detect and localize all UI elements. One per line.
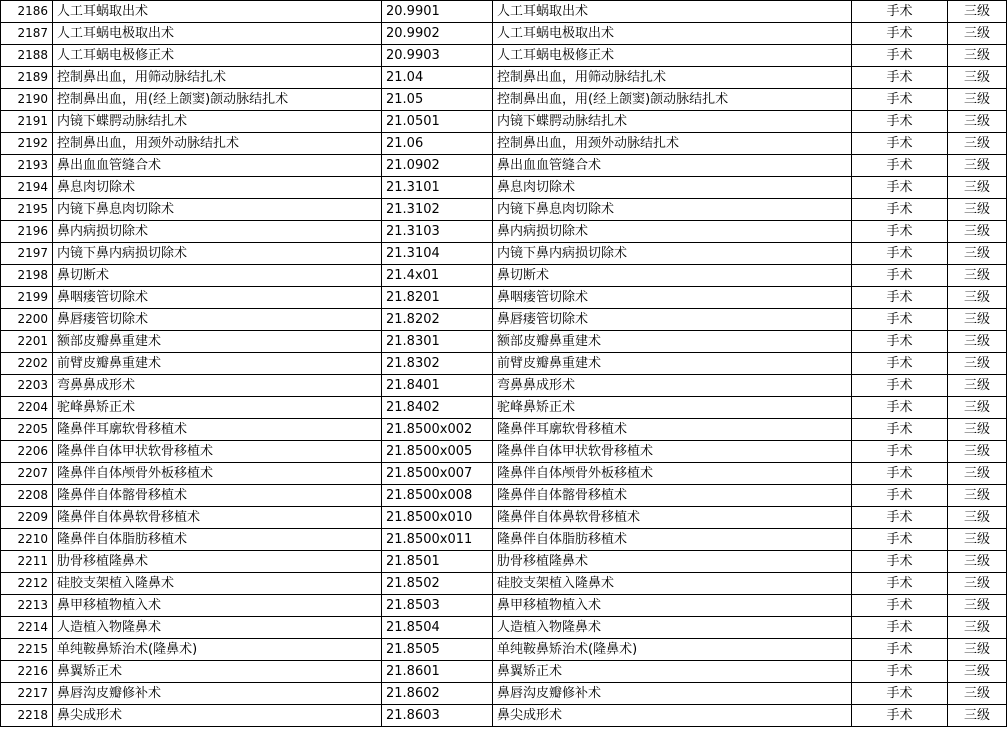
grade-cell: 三级: [948, 529, 1007, 551]
standard-name-cell: 鼻出血血管缝合术: [493, 155, 852, 177]
table-row: [1, 463, 1007, 485]
procedure-name-cell: 鼻甲移植物植入术: [53, 595, 382, 617]
procedure-name-cell: 弯鼻鼻成形术: [53, 375, 382, 397]
table-row: [1, 331, 1007, 353]
table-row: [1, 23, 1007, 45]
row-number-cell: 2194: [1, 177, 53, 199]
procedure-code-cell: 20.9901: [382, 1, 493, 23]
grade-cell: 三级: [948, 265, 1007, 287]
category-cell: 手术: [852, 463, 948, 485]
procedure-name-cell: 额部皮瓣鼻重建术: [53, 331, 382, 353]
grade-cell: 三级: [948, 595, 1007, 617]
row-number-cell: 2213: [1, 595, 53, 617]
grade-cell: 三级: [948, 375, 1007, 397]
procedure-code-cell: 21.8500x008: [382, 485, 493, 507]
grade-cell: 三级: [948, 331, 1007, 353]
row-number-cell: 2191: [1, 111, 53, 133]
category-cell: 手术: [852, 573, 948, 595]
table-row: [1, 705, 1007, 727]
category-cell: 手术: [852, 111, 948, 133]
procedure-name-cell: 隆鼻伴自体髂骨移植术: [53, 485, 382, 507]
row-number-cell: 2206: [1, 441, 53, 463]
standard-name-cell: 控制鼻出血，用(经上颌窦)颌动脉结扎术: [493, 89, 852, 111]
procedure-code-cell: 21.0902: [382, 155, 493, 177]
procedure-code-cell: 21.8302: [382, 353, 493, 375]
category-cell: 手术: [852, 221, 948, 243]
procedure-name-cell: 鼻翼矫正术: [53, 661, 382, 683]
row-number-cell: 2218: [1, 705, 53, 727]
grade-cell: 三级: [948, 463, 1007, 485]
procedure-code-cell: 21.8601: [382, 661, 493, 683]
procedure-name-cell: 控制鼻出血，用颈外动脉结扎术: [53, 133, 382, 155]
procedure-name-cell: 鼻切断术: [53, 265, 382, 287]
table-row: [1, 353, 1007, 375]
procedure-code-cell: 21.8603: [382, 705, 493, 727]
table-row: [1, 177, 1007, 199]
row-number-cell: 2202: [1, 353, 53, 375]
row-number-cell: 2209: [1, 507, 53, 529]
procedure-code-cell: 21.8500x010: [382, 507, 493, 529]
procedure-name-cell: 鼻内病损切除术: [53, 221, 382, 243]
standard-name-cell: 内镜下蝶腭动脉结扎术: [493, 111, 852, 133]
procedure-code-cell: 21.8402: [382, 397, 493, 419]
row-number-cell: 2190: [1, 89, 53, 111]
table-row: [1, 419, 1007, 441]
procedure-code-cell: 21.8505: [382, 639, 493, 661]
standard-name-cell: 鼻尖成形术: [493, 705, 852, 727]
category-cell: 手术: [852, 287, 948, 309]
category-cell: 手术: [852, 1, 948, 23]
procedure-code-cell: 21.8602: [382, 683, 493, 705]
procedure-code-cell: 21.8202: [382, 309, 493, 331]
table-row: [1, 45, 1007, 67]
category-cell: 手术: [852, 529, 948, 551]
row-number-cell: 2201: [1, 331, 53, 353]
grade-cell: 三级: [948, 485, 1007, 507]
category-cell: 手术: [852, 67, 948, 89]
standard-name-cell: 鼻息肉切除术: [493, 177, 852, 199]
grade-cell: 三级: [948, 243, 1007, 265]
grade-cell: 三级: [948, 89, 1007, 111]
table-row: [1, 221, 1007, 243]
standard-name-cell: 鼻切断术: [493, 265, 852, 287]
procedure-name-cell: 隆鼻伴自体脂肪移植术: [53, 529, 382, 551]
standard-name-cell: 鼻唇沟皮瓣修补术: [493, 683, 852, 705]
standard-name-cell: 硅胶支架植入隆鼻术: [493, 573, 852, 595]
category-cell: 手术: [852, 199, 948, 221]
procedure-name-cell: 前臂皮瓣鼻重建术: [53, 353, 382, 375]
table-row: [1, 507, 1007, 529]
row-number-cell: 2208: [1, 485, 53, 507]
procedure-name-cell: 隆鼻伴耳廓软骨移植术: [53, 419, 382, 441]
procedure-name-cell: 鼻唇沟皮瓣修补术: [53, 683, 382, 705]
procedure-code-cell: 21.3104: [382, 243, 493, 265]
row-number-cell: 2216: [1, 661, 53, 683]
procedure-code-cell: 21.05: [382, 89, 493, 111]
grade-cell: 三级: [948, 683, 1007, 705]
category-cell: 手术: [852, 661, 948, 683]
procedure-code-cell: 20.9903: [382, 45, 493, 67]
row-number-cell: 2187: [1, 23, 53, 45]
procedure-name-cell: 鼻咽瘘管切除术: [53, 287, 382, 309]
procedure-name-cell: 人工耳蜗取出术: [53, 1, 382, 23]
procedure-code-cell: 21.06: [382, 133, 493, 155]
procedure-code-cell: 21.8500x002: [382, 419, 493, 441]
table-row: [1, 265, 1007, 287]
grade-cell: 三级: [948, 111, 1007, 133]
procedure-name-cell: 隆鼻伴自体甲状软骨移植术: [53, 441, 382, 463]
table-row: [1, 529, 1007, 551]
standard-name-cell: 内镜下鼻息肉切除术: [493, 199, 852, 221]
row-number-cell: 2207: [1, 463, 53, 485]
grade-cell: 三级: [948, 661, 1007, 683]
row-number-cell: 2214: [1, 617, 53, 639]
standard-name-cell: 隆鼻伴自体脂肪移植术: [493, 529, 852, 551]
row-number-cell: 2203: [1, 375, 53, 397]
standard-name-cell: 鼻甲移植物植入术: [493, 595, 852, 617]
category-cell: 手术: [852, 243, 948, 265]
table-row: [1, 133, 1007, 155]
category-cell: 手术: [852, 639, 948, 661]
category-cell: 手术: [852, 551, 948, 573]
grade-cell: 三级: [948, 67, 1007, 89]
grade-cell: 三级: [948, 639, 1007, 661]
grade-cell: 三级: [948, 221, 1007, 243]
standard-name-cell: 内镜下鼻内病损切除术: [493, 243, 852, 265]
grade-cell: 三级: [948, 23, 1007, 45]
row-number-cell: 2193: [1, 155, 53, 177]
procedure-code-cell: 21.8401: [382, 375, 493, 397]
standard-name-cell: 人造植入物隆鼻术: [493, 617, 852, 639]
table-row: [1, 441, 1007, 463]
grade-cell: 三级: [948, 617, 1007, 639]
grade-cell: 三级: [948, 419, 1007, 441]
procedure-name-cell: 肋骨移植隆鼻术: [53, 551, 382, 573]
category-cell: 手术: [852, 155, 948, 177]
standard-name-cell: 控制鼻出血，用筛动脉结扎术: [493, 67, 852, 89]
procedure-name-cell: 隆鼻伴自体鼻软骨移植术: [53, 507, 382, 529]
row-number-cell: 2210: [1, 529, 53, 551]
grade-cell: 三级: [948, 177, 1007, 199]
procedure-name-cell: 单纯鞍鼻矫治术(隆鼻术): [53, 639, 382, 661]
standard-name-cell: 驼峰鼻矫正术: [493, 397, 852, 419]
table-row: [1, 199, 1007, 221]
table-row: [1, 287, 1007, 309]
category-cell: 手术: [852, 595, 948, 617]
table-row: [1, 551, 1007, 573]
procedure-code-cell: 21.8502: [382, 573, 493, 595]
procedure-code-cell: 21.8301: [382, 331, 493, 353]
procedure-code-cell: 21.0501: [382, 111, 493, 133]
procedure-name-cell: 人造植入物隆鼻术: [53, 617, 382, 639]
standard-name-cell: 隆鼻伴自体髂骨移植术: [493, 485, 852, 507]
standard-name-cell: 单纯鞍鼻矫治术(隆鼻术): [493, 639, 852, 661]
category-cell: 手术: [852, 617, 948, 639]
procedure-code-cell: 21.8500x007: [382, 463, 493, 485]
procedure-code-cell: 21.4x01: [382, 265, 493, 287]
row-number-cell: 2186: [1, 1, 53, 23]
row-number-cell: 2205: [1, 419, 53, 441]
row-number-cell: 2199: [1, 287, 53, 309]
category-cell: 手术: [852, 133, 948, 155]
table-row: [1, 1, 1007, 23]
grade-cell: 三级: [948, 705, 1007, 727]
grade-cell: 三级: [948, 1, 1007, 23]
row-number-cell: 2189: [1, 67, 53, 89]
row-number-cell: 2211: [1, 551, 53, 573]
standard-name-cell: 弯鼻鼻成形术: [493, 375, 852, 397]
row-number-cell: 2197: [1, 243, 53, 265]
procedure-table-body: [1, 1, 1007, 727]
procedure-code-cell: 21.04: [382, 67, 493, 89]
table-row: [1, 595, 1007, 617]
procedure-code-cell: 21.8201: [382, 287, 493, 309]
table-row: [1, 309, 1007, 331]
row-number-cell: 2195: [1, 199, 53, 221]
procedure-code-cell: 20.9902: [382, 23, 493, 45]
grade-cell: 三级: [948, 507, 1007, 529]
category-cell: 手术: [852, 507, 948, 529]
category-cell: 手术: [852, 683, 948, 705]
standard-name-cell: 鼻内病损切除术: [493, 221, 852, 243]
grade-cell: 三级: [948, 573, 1007, 595]
procedure-code-cell: 21.3101: [382, 177, 493, 199]
procedure-name-cell: 鼻尖成形术: [53, 705, 382, 727]
procedure-code-cell: 21.8501: [382, 551, 493, 573]
standard-name-cell: 人工耳蜗取出术: [493, 1, 852, 23]
row-number-cell: 2192: [1, 133, 53, 155]
row-number-cell: 2204: [1, 397, 53, 419]
grade-cell: 三级: [948, 397, 1007, 419]
category-cell: 手术: [852, 89, 948, 111]
grade-cell: 三级: [948, 199, 1007, 221]
row-number-cell: 2200: [1, 309, 53, 331]
procedure-name-cell: 控制鼻出血，用(经上颌窦)颌动脉结扎术: [53, 89, 382, 111]
standard-name-cell: 鼻唇瘘管切除术: [493, 309, 852, 331]
procedure-name-cell: 控制鼻出血，用筛动脉结扎术: [53, 67, 382, 89]
standard-name-cell: 前臂皮瓣鼻重建术: [493, 353, 852, 375]
table-row: [1, 67, 1007, 89]
row-number-cell: 2196: [1, 221, 53, 243]
table-row: [1, 155, 1007, 177]
standard-name-cell: 隆鼻伴耳廓软骨移植术: [493, 419, 852, 441]
standard-name-cell: 控制鼻出血，用颈外动脉结扎术: [493, 133, 852, 155]
table-row: [1, 661, 1007, 683]
procedure-name-cell: 硅胶支架植入隆鼻术: [53, 573, 382, 595]
grade-cell: 三级: [948, 353, 1007, 375]
grade-cell: 三级: [948, 441, 1007, 463]
grade-cell: 三级: [948, 133, 1007, 155]
grade-cell: 三级: [948, 155, 1007, 177]
procedure-name-cell: 内镜下鼻内病损切除术: [53, 243, 382, 265]
procedure-name-cell: 内镜下蝶腭动脉结扎术: [53, 111, 382, 133]
grade-cell: 三级: [948, 309, 1007, 331]
table-row: [1, 639, 1007, 661]
procedure-code-cell: 21.8500x005: [382, 441, 493, 463]
category-cell: 手术: [852, 265, 948, 287]
procedure-name-cell: 内镜下鼻息肉切除术: [53, 199, 382, 221]
table-row: [1, 683, 1007, 705]
standard-name-cell: 鼻咽瘘管切除术: [493, 287, 852, 309]
standard-name-cell: 肋骨移植隆鼻术: [493, 551, 852, 573]
table-row: [1, 397, 1007, 419]
row-number-cell: 2212: [1, 573, 53, 595]
standard-name-cell: 隆鼻伴自体颅骨外板移植术: [493, 463, 852, 485]
table-row: [1, 111, 1007, 133]
category-cell: 手术: [852, 375, 948, 397]
grade-cell: 三级: [948, 45, 1007, 67]
standard-name-cell: 鼻翼矫正术: [493, 661, 852, 683]
table-row: [1, 485, 1007, 507]
procedure-name-cell: 人工耳蜗电极修正术: [53, 45, 382, 67]
category-cell: 手术: [852, 353, 948, 375]
procedure-name-cell: 驼峰鼻矫正术: [53, 397, 382, 419]
category-cell: 手术: [852, 23, 948, 45]
table-row: [1, 89, 1007, 111]
row-number-cell: 2217: [1, 683, 53, 705]
grade-cell: 三级: [948, 287, 1007, 309]
procedure-name-cell: 鼻出血血管缝合术: [53, 155, 382, 177]
table-row: [1, 573, 1007, 595]
procedure-name-cell: 鼻息肉切除术: [53, 177, 382, 199]
category-cell: 手术: [852, 309, 948, 331]
standard-name-cell: 隆鼻伴自体鼻软骨移植术: [493, 507, 852, 529]
category-cell: 手术: [852, 397, 948, 419]
grade-cell: 三级: [948, 551, 1007, 573]
category-cell: 手术: [852, 45, 948, 67]
category-cell: 手术: [852, 705, 948, 727]
row-number-cell: 2215: [1, 639, 53, 661]
table-row: [1, 375, 1007, 397]
standard-name-cell: 人工耳蜗电极取出术: [493, 23, 852, 45]
category-cell: 手术: [852, 331, 948, 353]
table-row: [1, 243, 1007, 265]
category-cell: 手术: [852, 441, 948, 463]
procedure-name-cell: 隆鼻伴自体颅骨外板移植术: [53, 463, 382, 485]
procedure-code-cell: 21.3102: [382, 199, 493, 221]
procedure-code-cell: 21.8503: [382, 595, 493, 617]
category-cell: 手术: [852, 177, 948, 199]
row-number-cell: 2188: [1, 45, 53, 67]
procedure-code-cell: 21.8504: [382, 617, 493, 639]
procedure-code-cell: 21.8500x011: [382, 529, 493, 551]
table-row: [1, 617, 1007, 639]
procedure-name-cell: 鼻唇瘘管切除术: [53, 309, 382, 331]
standard-name-cell: 人工耳蜗电极修正术: [493, 45, 852, 67]
standard-name-cell: 额部皮瓣鼻重建术: [493, 331, 852, 353]
procedure-name-cell: 人工耳蜗电极取出术: [53, 23, 382, 45]
row-number-cell: 2198: [1, 265, 53, 287]
standard-name-cell: 隆鼻伴自体甲状软骨移植术: [493, 441, 852, 463]
procedure-code-cell: 21.3103: [382, 221, 493, 243]
category-cell: 手术: [852, 419, 948, 441]
category-cell: 手术: [852, 485, 948, 507]
